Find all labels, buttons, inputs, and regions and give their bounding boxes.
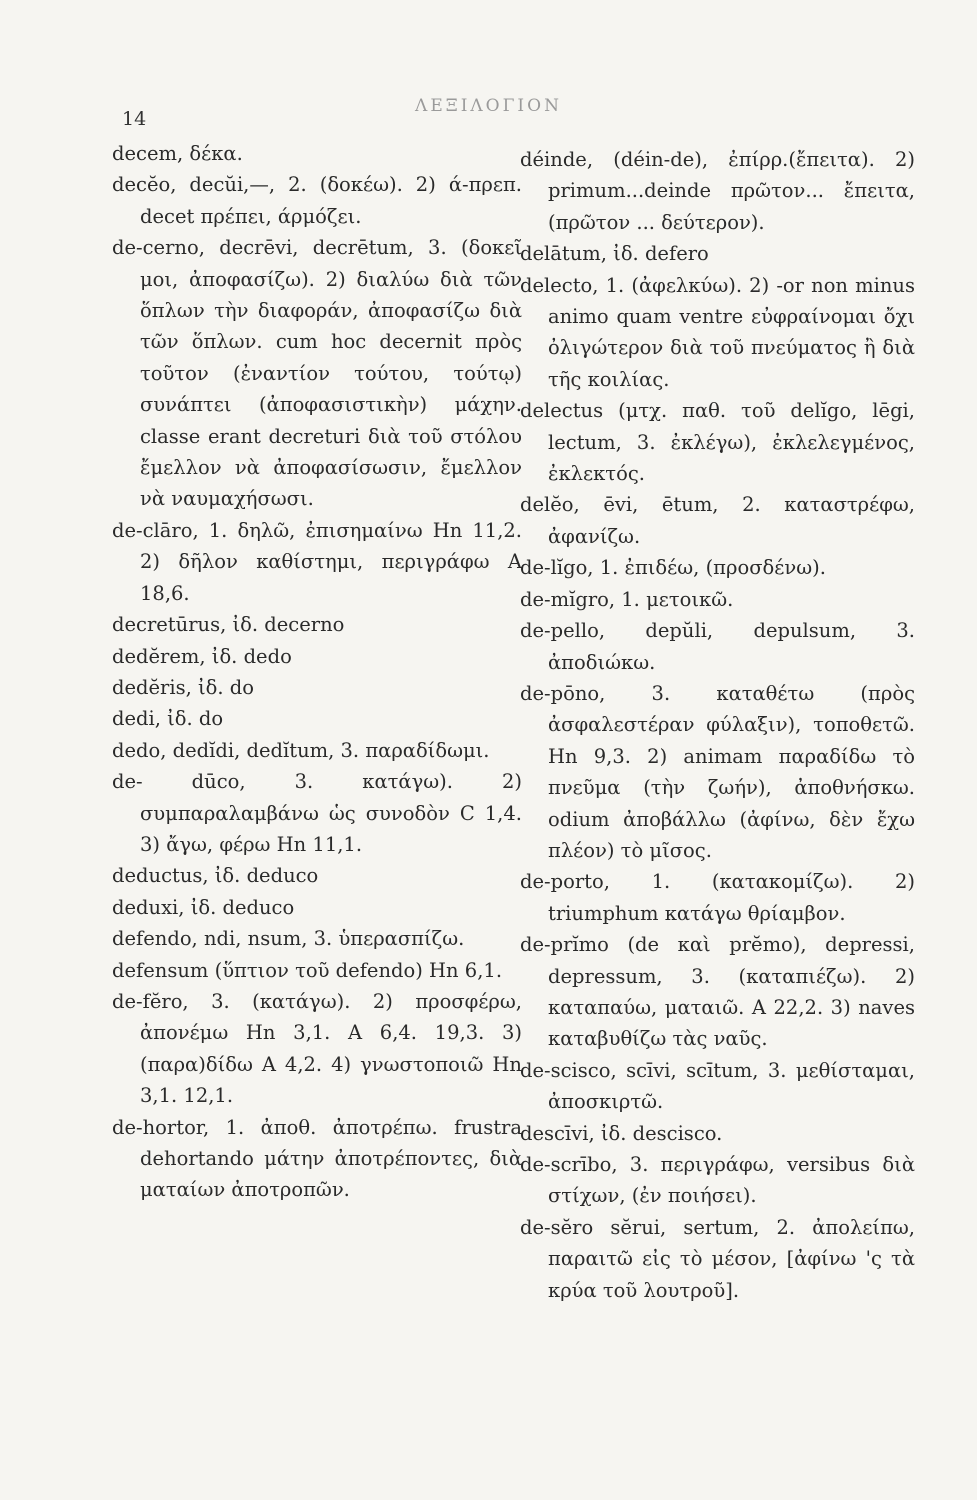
running-head: ΛΕΞΙΛΟΓΙΟΝ xyxy=(415,96,562,116)
left-column xyxy=(112,138,522,1206)
dictionary-entry: de- dūco, 3. κατάγω). 2) συμπαραλαμβάνω ὡς συνοδὸν C 1,4. 3) ἄγω, φέρω Hn 11,1. xyxy=(112,770,522,856)
dictionary-entry: de-lĭgo, 1. ἐπιδέω, (προσδένω). xyxy=(520,556,826,580)
dictionary-entry: delecto, 1. (ἀφελκύω). 2) -or non minus animo quam ventre εὐφραίνομαι ὄχι ὀλιγώτερον διὰ τοῦ πνεύματος ἢ διὰ τῆς κοιλίας. xyxy=(520,273,915,391)
dictionary-entry: de-scisco, scīvi, scītum, 3. μεθίσταμαι, ἀποσκιρτῶ. xyxy=(520,1058,915,1114)
dictionary-entry: descīvi, ἰδ. descisco. xyxy=(520,1121,723,1145)
dictionary-entry: decĕo, decŭi,—, 2. (δοκέω). 2) ά-πρεπ. decet πρέπει, άρμόζει. xyxy=(112,173,522,228)
dictionary-entry: defensum (ὕπτιον τοῦ defendo) Hn 6,1. xyxy=(112,958,503,982)
dictionary-entry: déinde, (déin-de), ἐπίρρ.(ἔπειτα). 2) primum...deinde πρῶτον... ἔπειτα, (πρῶτον ... δεύτερον). xyxy=(520,148,915,234)
right-column xyxy=(520,144,915,1306)
dictionary-entry: de-porto, 1. (κατακομίζω). 2) triumphum κατάγω θρίαμβον. xyxy=(520,870,915,925)
dictionary-entry: dedo, dedĭdi, dedĭtum, 3. παραδίδωμι. xyxy=(112,738,490,762)
dictionary-entry: decretūrus, ἰδ. decerno xyxy=(112,613,345,637)
dictionary-entry: deduxi, ἰδ. deduco xyxy=(112,895,295,919)
page-number: 14 xyxy=(122,108,147,130)
dictionary-entry: delātum, ἰδ. defero xyxy=(520,242,709,266)
dictionary-entry: delĕo, ēvi, ētum, 2. καταστρέφω, ἀφανίζω. xyxy=(520,493,915,548)
dictionary-entry: dedĕrem, ἰδ. dedo xyxy=(112,644,292,668)
dictionary-entry: de-pōno, 3. καταθέτω (πρὸς ἀσφαλεστέραν φύλαξιν), τοποθετῶ. Hn 9,3. 2) animam παραδίδω τὸ πνεῦμα (τὴν ζωήν), ἀποθνήσκω. odium ἀποβάλλω (ἀφίνω, δὲν ἔχω πλέον) τὸ μῖσος. xyxy=(520,681,915,862)
dictionary-entry: decem, δέκα. xyxy=(112,142,243,165)
dictionary-entry: de-hortor, 1. ἀποθ. ἀποτρέπω. frustra dehortando μάτην ἀποτρέποντες, διὰ ματαίων ἀποτροπῶν. xyxy=(112,1115,522,1202)
dictionary-entry: defendo, ndi, nsum, 3. ὑπερασπίζω. xyxy=(112,927,465,951)
dictionary-entry: deductus, ἰδ. deduco xyxy=(112,864,319,888)
dictionary-entry: de-cerno, decrēvi, decrētum, 3. (δοκεῖ μοι, ἀποφασίζω). 2) διαλύω διὰ τῶν ὅπλων τὴν διαφοράν, ἀποφασίζω διὰ τῶν ὅπλων. cum hoc decernit πρὸς τοῦτον (ἐναντίον τούτου, τούτῳ) συνάπτει (ἀποφασιστικὴν) μάχην. classe erant decreturi διὰ τοῦ στόλου ἔμελλον νὰ ἀποφασίσωσιν, ἔμελλον νὰ ναυμαχήσωσι. xyxy=(112,236,522,511)
dictionary-entry: de-fĕro, 3. (κατάγω). 2) προσφέρω, ἀπονέμω Hn 3,1. A 6,4. 19,3. 3) (παρα)δίδω A 4,2. 4) γνωστοποιῶ Hn 3,1. 12,1. xyxy=(112,989,522,1108)
dictionary-entry: de-clāro, 1. δηλῶ, ἐπισημαίνω Hn 11,2. 2) δῆλον καθίστημι, περιγράφω A 18,6. xyxy=(112,518,522,605)
dictionary-entry: dedĕris, ἰδ. do xyxy=(112,675,255,699)
dictionary-entry: de-scrībo, 3. περιγράφω, versibus διὰ στίχων, (ἐν ποιήσει). xyxy=(520,1153,915,1208)
dictionary-entry: de-mĭgro, 1. μετοικῶ. xyxy=(520,587,734,611)
dictionary-entry: de-sĕro sĕrui, sertum, 2. ἀπολείπω, παραιτῶ εἰς τὸ μέσον, [ἀφίνω 'ς τὰ κρύα τοῦ λουτροῦ]. xyxy=(520,1215,915,1302)
dictionary-entry: de-prĭmo (de καὶ prĕmo), depressi, depressum, 3. (καταπιέζω). 2) καταπαύω, ματαιῶ. A 22,2. 3) naves καταβυθίζω τὰς ναῦς. xyxy=(520,933,915,1051)
dictionary-entry: dedi, ἰδ. do xyxy=(112,707,224,731)
dictionary-entry: de-pello, depŭli, depulsum, 3. ἀποδιώκω. xyxy=(520,619,915,674)
dictionary-entry: delectus (μτχ. παθ. τοῦ delĭgo, lēgi, lectum, 3. ἐκλέγω), ἐκλελεγμένος, ἐκλεκτός. xyxy=(520,399,915,486)
